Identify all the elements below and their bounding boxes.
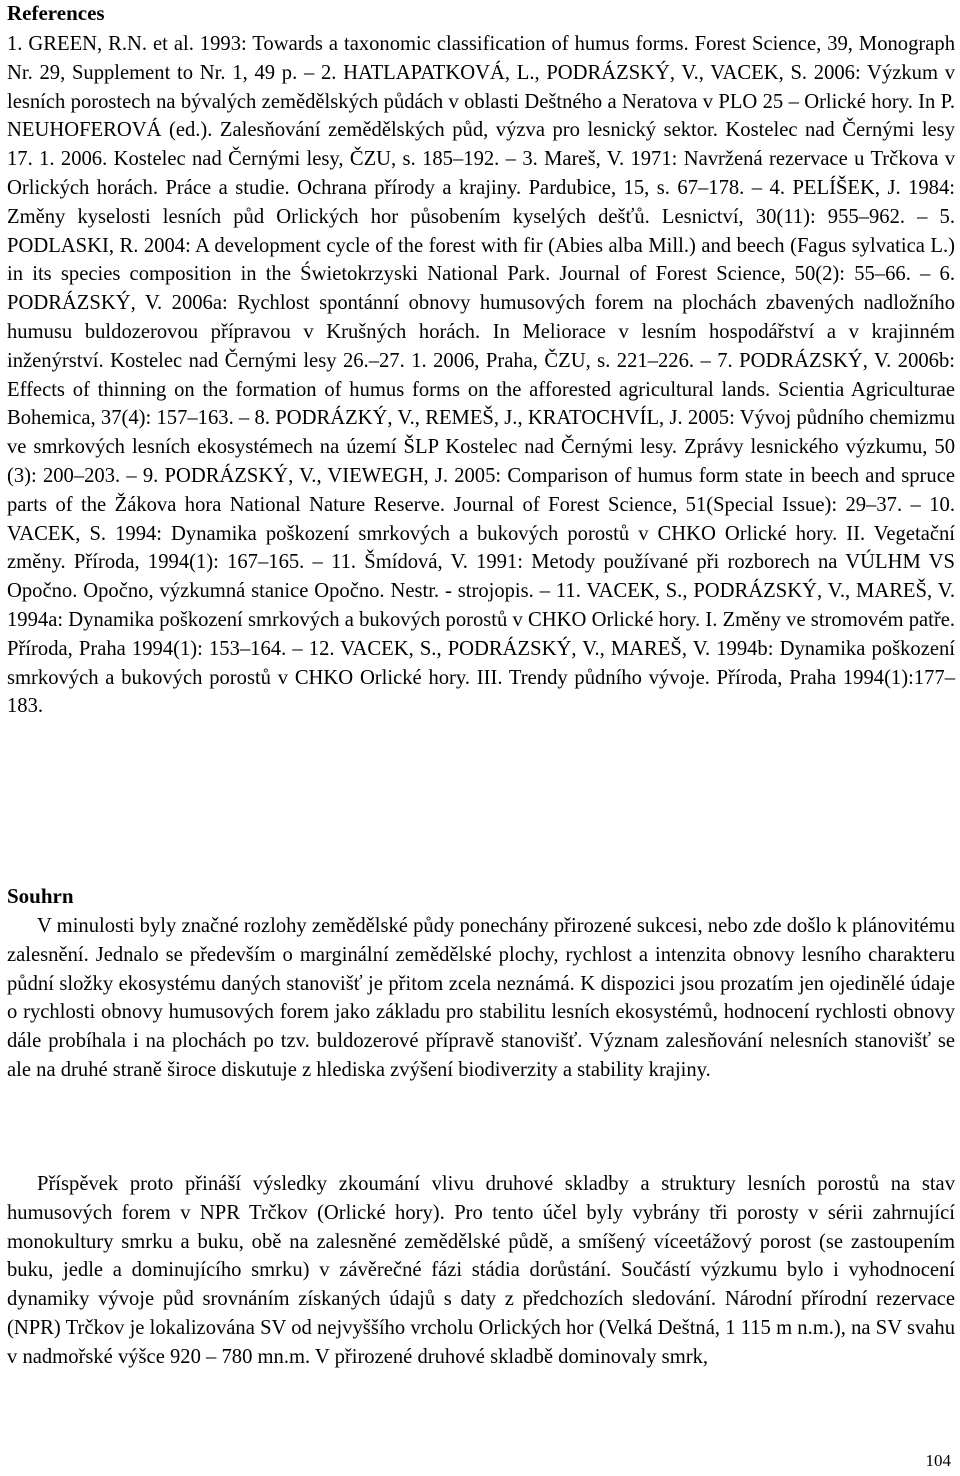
page-number: 104 <box>925 1451 951 1470</box>
summary-paragraph-1: V minulosti byly značné rozlohy zemědělské půdy ponechány přirozené sukcesi, nebo zde došlo k plánovitému zalesnění. Jednalo se především o marginální zemědělské plochy, rychlost a intenzita obnovy lesního charakteru půdní složky ekosystému daných stanovišť je přitom zcela neznámá. K dispozici jsou prozatím jen ojedinělé údaje o rychlosti obnovy humusových forem jako základu pro stabilitu lesních ekosystémů, hodnocení rychlosti obnovy dále probíhala i na plochách po tzv. buldozerové přípravě stanovišť. Význam zalesňování nelesních stanovišť se ale na druhé straně široce diskutuje z hlediska zvýšení biodiverzity a stability krajiny. <box>7 915 955 1081</box>
references-list: 1. GREEN, R.N. et al. 1993: Towards a taxonomic classification of humus forms. Forest Science, 39, Monograph Nr. 29, Supplement to Nr. 1, 49 p. – 2. HATLAPATKOVÁ, L., PODRÁZSKÝ, V., VACEK, S. 2006: Výzkum v lesních porostech na bývalých zemědělských půdách v oblasti Deštného a Neratova v PLO 25 – Orlické hory. In P. NEUHOFEROVÁ (ed.). Zalesňování zemědělských půd, výzva pro lesnický sektor. Kostelec nad Černými lesy 17. 1. 2006. Kostelec nad Černými lesy, ČZU, s. 185–192. – 3. Mareš, V. 1971: Navržená rezervace u Trčkova v Orlických horách. Práce a studie. Ochrana přírody a krajiny. Pardubice, 15, s. 67–178. – 4. PELÍŠEK, J. 1984: Změny kyselosti lesních půd Orlických hor působením kyselých dešťů. Lesnictví, 30(11): 955–962. – 5. PODLASKI, R. 2004: A development cycle of the forest with fir (Abies alba Mill.) and beech (Fagus sylvatica L.) in its species composition in the Świetokrzyski National Park. Journal of Forest Science, 50(2): 55–66. – 6. PODRÁZSKÝ, V. 2006a: Rychlost spontánní obnovy humusových forem na plochách zbavených nadložního humusu buldozerovou přípravou v Krušných horách. In Meliorace v lesním hospodářství a v krajinném inženýrství. Kostelec nad Černými lesy 26.–27. 1. 2006, Praha, ČZU, s. 221–226. – 7. PODRÁZSKÝ, V. 2006b: Effects of thinning on the formation of humus forms on the afforested agricultural lands. Scientia Agriculturae Bohemica, 37(4): 157–163. – 8. PODRÁZKÝ, V., REMEŠ, J., KRATOCHVÍL, J. 2005: Vývoj půdního chemizmu ve smrkových lesních ekosystémech na území ŠLP Kostelec nad Černými lesy. Zprávy lesnického výzkumu, 50 (3): 200–203. – 9. PODRÁZSKÝ, V., VIEWEGH, J. 2005: Comparison of humus form state in beech and spruce parts of the Žákova hora National Nature Reserve. Journal of Forest Science, 51(Special Issue): 29–37. – 10. VACEK, S. 1994: Dynamika poškození smrkových a bukových porostů v CHKO Orlické hory. II. Vegetační změny. Příroda, 1994(1): 167–165. – 11. Šmídová, V. 1991: Metody používané při rozborech na VÚLHM VS Opočno. Opočno, výzkumná stanice Opočno. Nestr. - strojopis. – 11. VACEK, S., PODRÁZSKÝ, V., MAREŠ, V. 1994a: Dynamika poškození smrkových a bukových porostů v CHKO Orlické hory. I. Změny ve stromovém patře. Příroda, Praha 1994(1): 153–164. – 12. VACEK, S., PODRÁZSKÝ, V., MAREŠ, V. 1994b: Dynamika poškození smrkových a bukových porostů v CHKO Orlické hory. III. Trendy půdního vývoje. Příroda, Praha 1994(1):177–183. <box>7 33 955 718</box>
document-page <box>5 0 955 1476</box>
summary-heading: Souhrn <box>7 884 74 908</box>
references-heading: References <box>7 1 105 25</box>
summary-paragraph-2: Příspěvek proto přináší výsledky zkoumání vlivu druhové skladby a struktury lesních porostů na stav humusových forem v NPR Trčkov (Orlické hory). Pro tento účel byly vybrány tři porosty v sérii zahrnující monokultury smrku a buku, obě na zalesněné zemědělské půdě, a smíšený víceetážový porost (se zastoupením buku, jedle a dominujícího smrku) v závěrečné fázi stádia dorůstání. Součástí výzkumu bylo i vyhodnocení dynamiky vývoje půd srovnáním získaných údajů s daty z předchozích sledování. Národní přírodní rezervace (NPR) Trčkov je lokalizována SV od nejvyššího vrcholu Orlických hor (Velká Deštná, 1 115 m n.m.), na SV svahu v nadmořské výšce 920 – 780 mn.m. V přirozené druhové skladbě dominovaly smrk, <box>7 1173 955 1368</box>
